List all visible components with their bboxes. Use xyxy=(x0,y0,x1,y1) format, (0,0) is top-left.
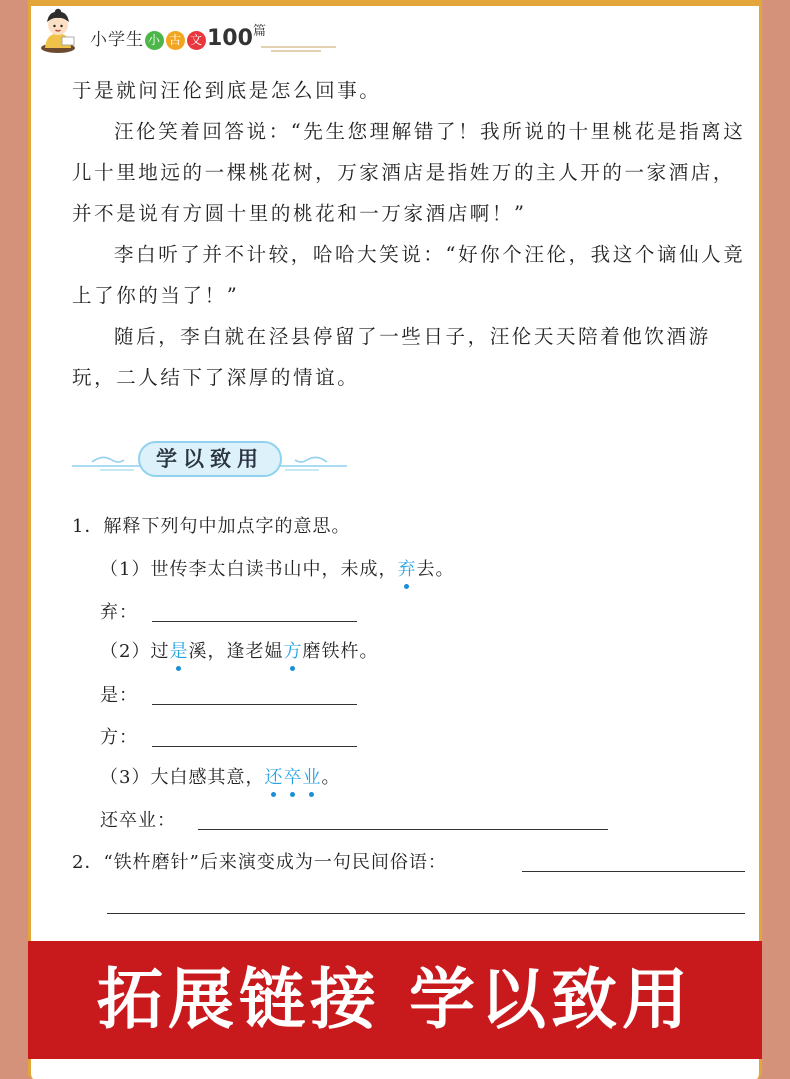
header-ornament xyxy=(261,44,336,54)
answer-blank-shi[interactable] xyxy=(152,704,357,705)
sentence-3-text: （3）大白感其意， xyxy=(100,767,265,788)
dotted-char-huan xyxy=(264,763,283,789)
footer-banner xyxy=(28,941,762,1059)
series-suffix: 篇 xyxy=(252,24,267,39)
dotted-char-huan-text: 还 xyxy=(264,767,284,788)
answer-blank-huanzuye[interactable] xyxy=(198,829,608,830)
dotted-char-fang-text: 方 xyxy=(283,641,303,662)
series-prefix: 小学生 xyxy=(90,30,144,50)
dotted-char-zu-text: 卒 xyxy=(283,767,303,788)
sentence-1-end: 去。 xyxy=(416,559,455,580)
question-1-prompt: 1．解释下列句中加点字的意思。 xyxy=(72,516,351,537)
story-paragraph-4: 随后，李白就在泾县停留了一些日子，汪伦天天陪着他饮酒游玩，二人结下了深厚的情谊。 xyxy=(72,325,711,389)
sentence-2-start: （2）过 xyxy=(100,641,170,662)
dotted-char-shi-text: 是 xyxy=(169,641,189,662)
answer-blank-qi[interactable] xyxy=(152,621,357,622)
badge-char-2: 古 xyxy=(166,31,185,50)
badge-char-3: 文 xyxy=(187,31,206,50)
series-title xyxy=(90,20,267,51)
footer-banner-text: 拓展链接 学以致用 xyxy=(97,961,693,1038)
answer-blank-q2-line1[interactable] xyxy=(522,871,745,872)
answer-label-shi: 是： xyxy=(100,685,138,706)
dotted-char-qi-text: 弃 xyxy=(397,559,417,580)
scholar-mascot-icon xyxy=(36,8,80,54)
sentence-2-end: 磨铁杵。 xyxy=(302,641,379,662)
series-number: 100 xyxy=(207,26,253,51)
story-paragraph-3: 李白听了并不计较，哈哈大笑说：“好你个汪伦，我这个谪仙人竟上了你的当了！” xyxy=(72,243,746,307)
question-1-sentence-3 xyxy=(100,763,340,789)
question-2-prompt: 2．“铁杵磨针”后来演变成为一句民间俗语： xyxy=(72,852,447,873)
answer-blank-fang[interactable] xyxy=(152,746,357,747)
sentence-2-middle: 溪，逢老媪 xyxy=(188,641,284,662)
dotted-char-qi xyxy=(397,555,416,581)
sentence-3-end: 。 xyxy=(321,767,341,788)
book-header xyxy=(36,6,336,56)
dotted-char-zu xyxy=(283,763,302,789)
sentence-1-text: （1）世传李太白读书山中，未成， xyxy=(100,559,398,580)
section-title: 学以致用 xyxy=(138,441,282,477)
dotted-char-ye-text: 业 xyxy=(302,767,322,788)
section-banner xyxy=(72,436,347,486)
dotted-char-fang xyxy=(283,637,302,663)
story-paragraph-1: 于是就问汪伦到底是怎么回事。 xyxy=(72,79,382,102)
answer-label-fang: 方： xyxy=(100,727,138,748)
question-1-sentence-2 xyxy=(100,637,378,663)
question-1-sentence-1 xyxy=(100,555,454,581)
answer-blank-q2-line2[interactable] xyxy=(107,913,745,914)
answer-label-qi: 弃： xyxy=(100,602,138,623)
story-paragraph-2: 汪伦笑着回答说：“先生您理解错了！我所说的十里桃花是指离这儿十里地远的一棵桃花树，万家酒店是指姓万的主人开的一家酒店，并不是说有方圆十里的桃花和一万家酒店啊！” xyxy=(72,120,746,225)
answer-label-huanzuye: 还卒业： xyxy=(100,810,176,831)
dotted-char-shi xyxy=(169,637,188,663)
dotted-char-ye xyxy=(302,763,321,789)
badge-char-1: 小 xyxy=(145,31,164,50)
